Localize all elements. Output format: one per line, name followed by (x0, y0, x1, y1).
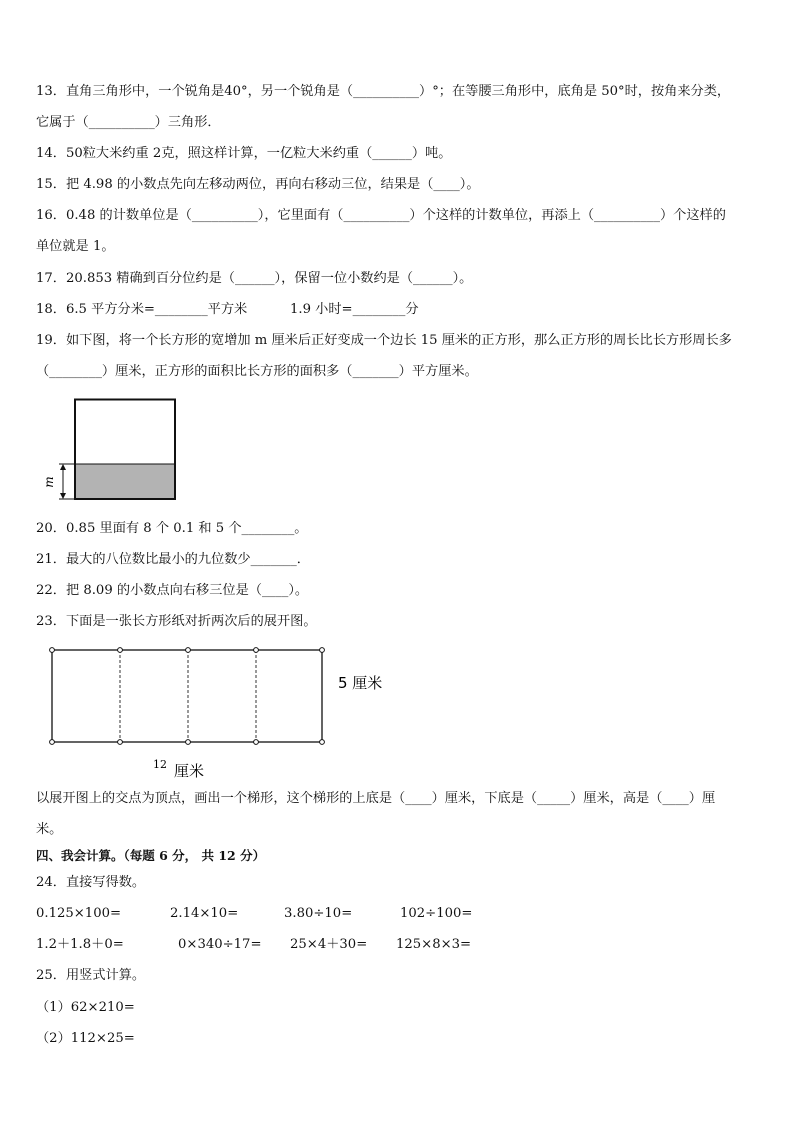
question-16-line-2: 单位就是 1。 (36, 239, 115, 254)
question-21: 21．最大的八位数比最小的九位数少_______． (36, 552, 310, 567)
calc-item: 0×340÷17= (178, 937, 262, 952)
m-arrow-up (60, 464, 66, 470)
width-number: 12 (153, 758, 167, 771)
intersection-point (50, 740, 55, 745)
intersection-point (118, 740, 123, 745)
calc-item: 3.80÷10= (284, 906, 353, 921)
question-23: 23．下面是一张长方形纸对折两次后的展开图。 (36, 614, 317, 629)
question-23-task-line-2: 米。 (36, 822, 63, 837)
calc-item: 1.2＋1.8＋0= (36, 937, 124, 952)
question-19-line-2: （________）厘米，正方形的面积比长方形的面积多（_______）平方厘米。 (36, 364, 478, 379)
intersection-point (254, 648, 259, 653)
intersection-point (320, 740, 325, 745)
question-19-line-1: 19．如下图，将一个长方形的宽增加 m 厘米后正好变成一个边长 15 厘米的正方形，那么正方形的周长比长方形周长多 (36, 333, 732, 348)
intersection-point (186, 648, 191, 653)
intersection-point (50, 648, 55, 653)
intersection-point (254, 740, 259, 745)
calc-item: 2.14×10= (170, 906, 239, 921)
width-unit: 厘米 (174, 762, 205, 780)
question-16-line-1: 16．0.48 的计数单位是（__________），它里面有（__________）个这样的计数单位，再添上（__________）个这样的 (36, 208, 726, 223)
question-20: 20．0.85 里面有 8 个 0.1 和 5 个________。 (36, 521, 308, 536)
height-label: 5 厘米 (338, 674, 383, 692)
added-width-area (75, 464, 175, 499)
m-arrow-down (60, 493, 66, 499)
question-25: 25．用竖式计算。 (36, 968, 146, 983)
question-23-task-line-1: 以展开图上的交点为顶点，画出一个梯形，这个梯形的上底是（____）厘米，下底是（_____）厘米，高是（____）厘 (36, 791, 716, 806)
paper-outline (52, 650, 322, 742)
section-4-title: 四、我会计算。（每题 6 分， 共 12 分） (36, 848, 266, 863)
question-17: 17．20.853 精确到百分位约是（______），保留一位小数约是（______）。 (36, 271, 473, 286)
calc-item: 25×4＋30= (290, 937, 368, 952)
question-25-part-1: （1）62×210= (36, 1000, 135, 1015)
calc-item: 125×8×3= (396, 937, 472, 952)
m-label: m (42, 476, 56, 488)
question-18-part-2: 1.9 小时=________分 (290, 302, 419, 317)
question-15: 15．把 4.98 的小数点先向左移动两位，再向右移动三位，结果是（____）。 (36, 177, 480, 192)
question-24: 24．直接写得数。 (36, 875, 146, 890)
intersection-point (118, 648, 123, 653)
question-14: 14．50粒大米约重 2克，照这样计算，一亿粒大米约重（______）吨。 (36, 146, 452, 161)
intersection-point (186, 740, 191, 745)
question-25-part-2: （2）112×25= (36, 1031, 135, 1046)
question-13-line-2: 它属于（__________）三角形． (36, 115, 221, 130)
question-22: 22．把 8.09 的小数点向右移三位是（____）。 (36, 583, 309, 598)
unfolded-paper-figure (40, 640, 400, 782)
intersection-point (320, 648, 325, 653)
rectangle-square-figure (44, 396, 184, 504)
calc-item: 0.125×100= (36, 906, 122, 921)
calc-item: 102÷100= (400, 906, 473, 921)
question-18-part-1: 18．6.5 平方分米=________平方米 (36, 302, 248, 317)
question-13-line-1: 13．直角三角形中，一个锐角是40°，另一个锐角是（__________）°；在等腰三角形中，底角是 50°时，按角来分类， (36, 84, 731, 99)
